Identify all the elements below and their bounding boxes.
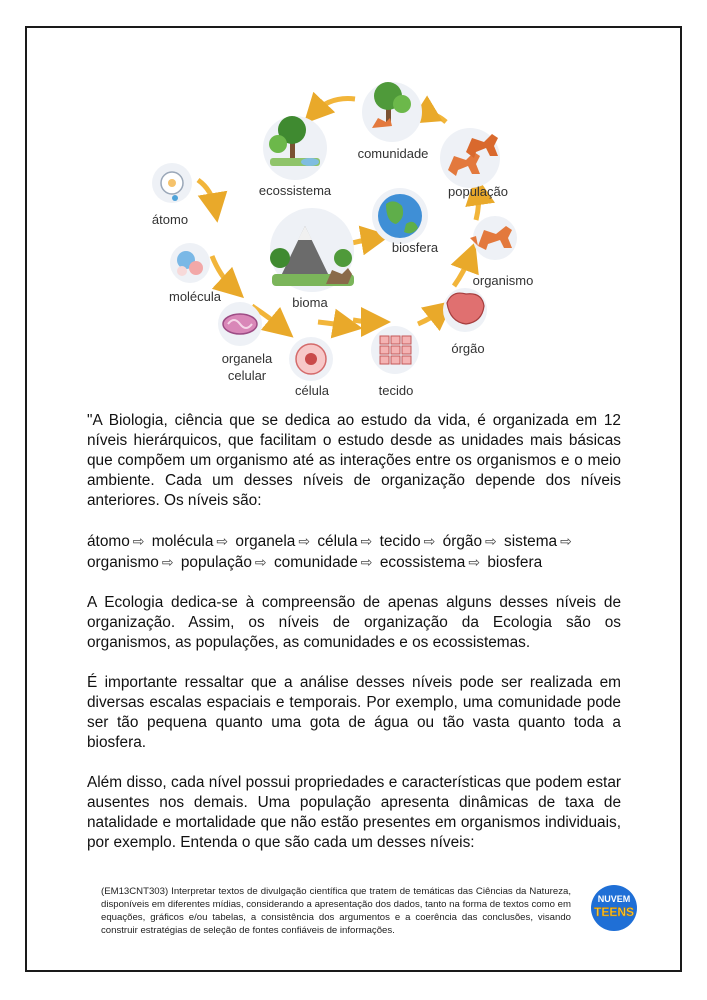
label-orgao: órgão [451, 341, 485, 356]
arrow-icon: ⇨ [161, 554, 174, 570]
label-ecossistema: ecossistema [258, 183, 332, 198]
arrow-icon: ⇨ [360, 554, 373, 570]
intro-paragraph: "A Biologia, ciência que se dedica ao estudo da vida, é organizada em 12 níveis hierárquicos, que facilitam o estudo desde as unidades mais básicas que compõem um organismo até as interações entre os organismos e o meio ambiente. Cada um desses níveis de organização depende dos níveis anteriores. Os níveis são: [87, 412, 621, 509]
label-comunidade: comunidade [357, 146, 429, 161]
footer-competency: (EM13CNT303) Interpretar textos de divulgação científica que tratem de temáticas das Ciências da Natureza, disponíveis em diferentes mídias, considerando a apresentação dos dados, tanto na forma de textos como em equações, gráficos e/ou tabelas, a consistência dos argumentos e a coerência das conclusões, visando construir estratégias de seleção de fontes confiáveis de informações. [101, 886, 571, 936]
logo-line1: NUVEM [597, 894, 631, 904]
body-text [87, 411, 621, 873]
levels-diagram [140, 78, 560, 408]
level-item: comunidade [273, 554, 358, 571]
label-tecido: tecido [378, 383, 414, 398]
organism-icon [470, 216, 517, 260]
ecosystem-icon [263, 116, 327, 180]
paragraph-propriedades: Além disso, cada nível possui propriedades e características que podem estar ausentes nos demais. Uma população apresenta dinâmicas de taxa de natalidade e mortalidade que não estão presentes em organismos individuais, por exemplo. Entenda o que são cada um desses níveis: [87, 774, 621, 851]
logo-line2: TEENS [593, 905, 635, 919]
population-icon [440, 128, 500, 188]
arrow-icon: ⇨ [560, 533, 572, 549]
level-item: tecido [379, 533, 421, 550]
organelle-icon [218, 302, 262, 346]
level-item: sistema [504, 533, 558, 550]
cell-icon [289, 337, 333, 381]
label-bioma: bioma [292, 295, 328, 310]
arrow-icon: ⇨ [254, 554, 267, 570]
label-organela-line1: organela [221, 351, 273, 366]
label-populacao: população [448, 184, 508, 199]
levels-diagram-art [140, 78, 560, 408]
arrow-icon: ⇨ [298, 533, 311, 549]
nuvem-teens-logo [589, 884, 639, 932]
level-item: biosfera [487, 554, 543, 571]
arrow-icon: ⇨ [423, 533, 436, 549]
label-celula: célula [295, 383, 329, 398]
label-organela-line2: celular [227, 368, 267, 383]
organ-icon [443, 288, 487, 332]
logo-art [589, 884, 639, 932]
paragraph-escalas: É importante ressaltar que a análise desses níveis pode ser realizada em diversas escalas espaciais e temporais. Por exemplo, uma comunidade pode ser tão pequena quanto uma gota de água ou tão vasta quanto toda a biosfera. [87, 674, 621, 751]
biome-icon [270, 208, 354, 292]
level-item: átomo [87, 533, 130, 550]
arrow-icon: ⇨ [216, 533, 229, 549]
community-icon [362, 82, 422, 142]
label-molecula: molécula [168, 289, 222, 304]
arrow-icon: ⇨ [132, 533, 145, 549]
molecule-icon [170, 243, 210, 283]
paragraph-ecologia: A Ecologia dedica-se à compreensão de apenas alguns desses níveis de organização. Assim, os níveis de organização da Ecologia são os organismos, as populações, as comunidades e os ecossistemas. [87, 594, 621, 651]
arrow-icon: ⇨ [468, 554, 481, 570]
label-atomo: átomo [151, 212, 189, 227]
level-item: organismo [87, 554, 159, 571]
level-item: população [180, 554, 252, 571]
atom-icon [152, 163, 192, 203]
arrow-icon: ⇨ [485, 533, 497, 549]
label-organela [212, 350, 282, 384]
level-item: célula [317, 533, 358, 550]
level-item: organela [235, 533, 296, 550]
level-item: órgão [442, 533, 483, 550]
level-item: molécula [151, 533, 214, 550]
tissue-icon [371, 326, 419, 374]
levels-sequence [87, 531, 621, 573]
arrow-icon: ⇨ [360, 533, 373, 549]
label-organismo: organismo [472, 273, 534, 288]
level-item: ecossistema [379, 554, 466, 571]
label-biosfera: biosfera [391, 240, 439, 255]
biosphere-icon [372, 188, 428, 244]
